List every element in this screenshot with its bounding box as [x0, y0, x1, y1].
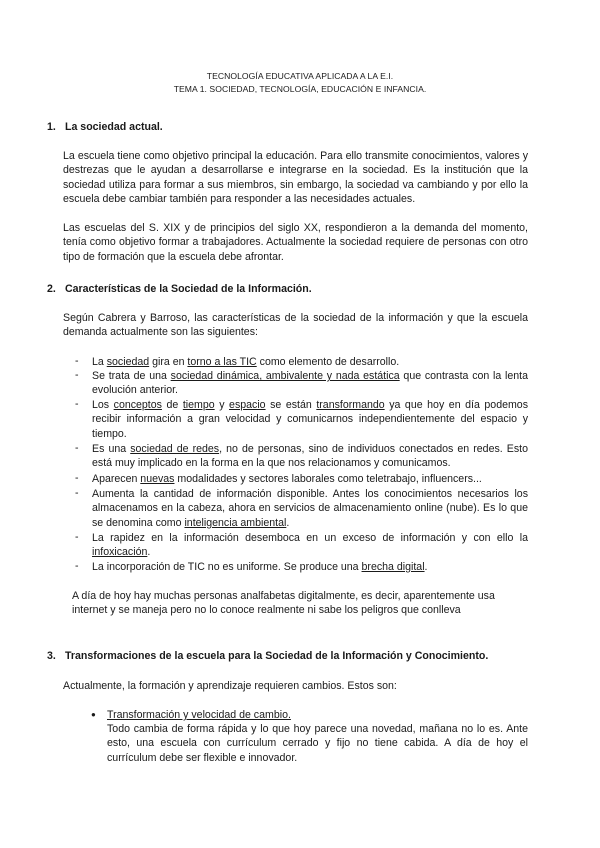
section-3-intro: Actualmente, la formación y aprendizaje requieren cambios. Estos son:: [63, 680, 397, 692]
dash-bullet-marker: -: [75, 369, 79, 381]
dash-bullet-marker: -: [75, 487, 79, 499]
section-2-intro: Según Cabrera y Barroso, las características de la sociedad de la información y que la escuela demanda actualmente son las siguientes:: [63, 312, 528, 339]
section-3-number: 3.: [47, 650, 56, 662]
document-header-topic: TEMA 1. SOCIEDAD, TECNOLOGÍA, EDUCACIÓN E INFANCIA.: [173, 84, 427, 94]
section-2-number: 2.: [47, 283, 56, 295]
section-2-closing: A día de hoy hay muchas personas analfabetas digitalmente, es decir, aparentemente usa internet y se maneja pero no lo conoce realmente ni sabe los peligros que conlleva: [72, 590, 495, 617]
list-item: La incorporación de TIC no es uniforme. Se produce una brecha digital.: [92, 561, 428, 573]
list-item-heading: Transformación y velocidad de cambio.: [107, 709, 291, 721]
section-3-title: Transformaciones de la escuela para la Sociedad de la Información y Conocimiento.: [65, 650, 489, 662]
list-item: Es una sociedad de redes, no de personas, sino de individuos conectados en redes. Esto está muy implicado en la forma en la que nos relacionamos y comunicamos.: [92, 443, 528, 470]
list-item: Aparecen nuevas modalidades y sectores laborales como teletrabajo, influencers...: [92, 473, 482, 485]
list-item: La sociedad gira en torno a las TIC como elemento de desarrollo.: [92, 356, 400, 368]
dash-bullet-marker: -: [75, 560, 79, 572]
section-2-title: Características de la Sociedad de la Información.: [65, 283, 312, 295]
section-1-paragraph-1: La escuela tiene como objetivo principal la educación. Para ello transmite conocimientos, valores y destrezas que le ayudan a desarrollarse e integrarse en la sociedad. Es la institución que la sociedad utiliza para formar a sus miembros, sin embargo, la sociedad va cambiando y por ello la escuela debe cambiar también para responder a las necesidades actuales.: [63, 150, 528, 205]
dash-bullet-marker: -: [75, 531, 79, 543]
list-item-body: Todo cambia de forma rápida y lo que hoy parece una novedad, mañana no lo es. Ante esto, una escuela con currículum cerrado y fijo no tiene cabida. A día de hoy el currículum debe ser flexible e innovador.: [107, 723, 528, 764]
dash-bullet-marker: -: [75, 355, 79, 367]
dash-bullet-marker: -: [75, 398, 79, 410]
section-1-paragraph-2: Las escuelas del S. XIX y de principios del siglo XX, respondieron a la demanda del momento, tenía como objetivo formar a trabajadores. Actualmente la sociedad requiere de personas con otro tipo de formación que la escuela debe afrontar.: [63, 222, 528, 263]
list-item: La rapidez en la información desemboca en un exceso de información y con ello la infoxicación.: [92, 532, 528, 559]
list-item: Los conceptos de tiempo y espacio se están transformando ya que hoy en día podemos recibir información a gran velocidad y comunicarnos independientemente del espacio y tiempo.: [92, 399, 528, 440]
bullet-marker: ●: [91, 710, 96, 719]
dash-bullet-marker: -: [75, 472, 79, 484]
list-item: Aumenta la cantidad de información disponible. Antes los conocimientos necesarios los almacenamos en la cabeza, ahora en servicios de almacenamiento online (nube). Es lo que se denomina como inteligencia ambiental.: [92, 488, 528, 529]
list-item: Se trata de una sociedad dinámica, ambivalente y nada estática que contrasta con la lenta evolución anterior.: [92, 370, 528, 397]
section-1-number: 1.: [47, 121, 56, 133]
section-1-title: La sociedad actual.: [65, 121, 163, 133]
document-header-subject: TECNOLOGÍA EDUCATIVA APLICADA A LA E.I.: [206, 71, 394, 81]
dash-bullet-marker: -: [75, 442, 79, 454]
